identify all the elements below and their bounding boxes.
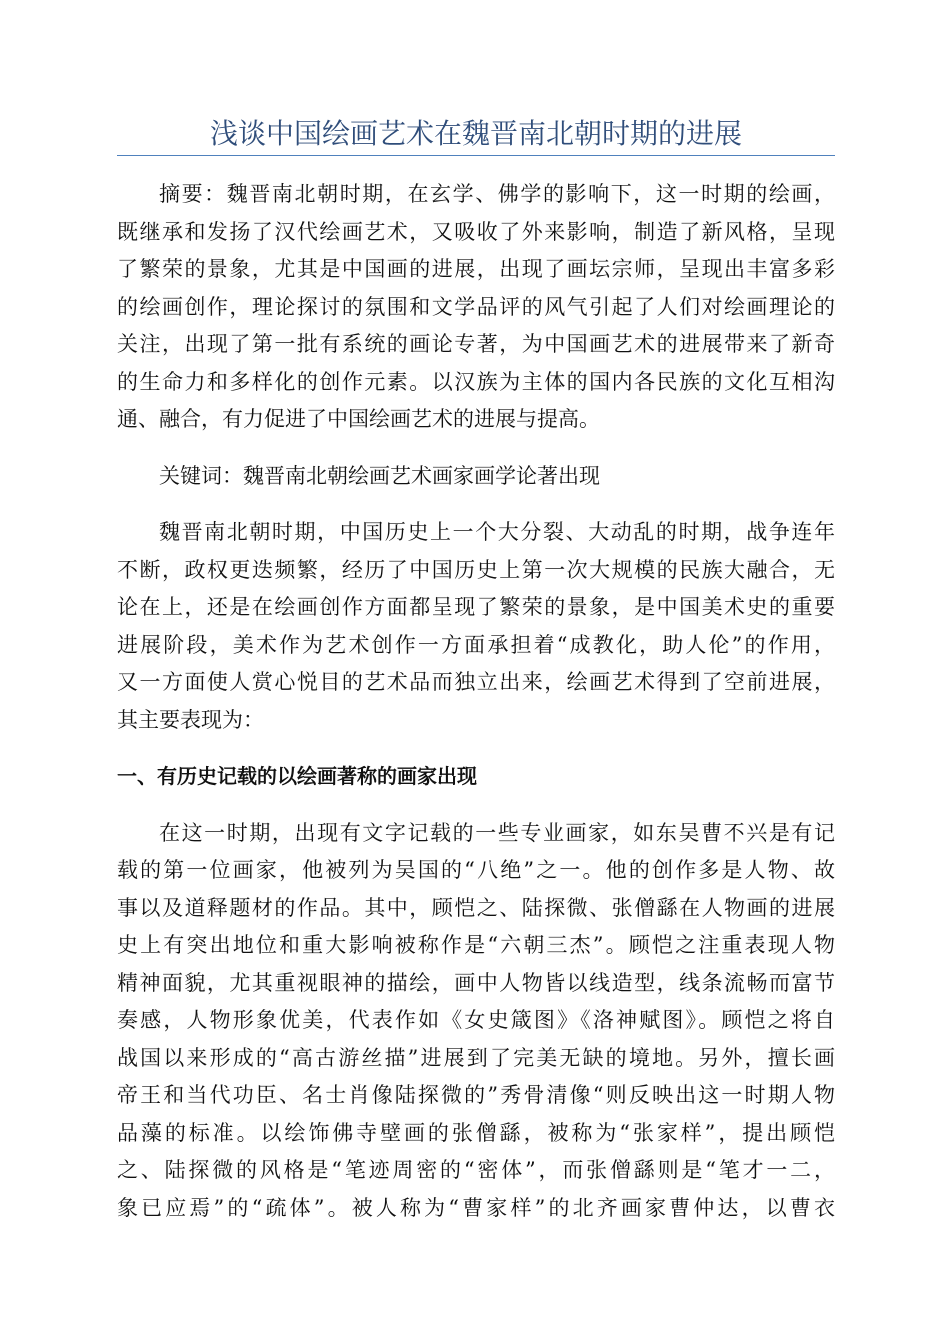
- abstract-paragraph: [117, 176, 835, 439]
- text-line: 了繁荣的景象，尤其是中国画的进展，出现了画坛宗师，呈现出丰富多彩: [117, 257, 835, 281]
- document-title: 浅谈中国绘画艺术在魏晋南北朝时期的进展: [209, 117, 742, 150]
- text-line: 史上有突出地位和重大影响被称作是“六朝三杰”。顾恺之注重表现人物: [117, 933, 835, 957]
- text-line: 通、融合，有力促进了中国绘画艺术的进展与提高。: [117, 407, 600, 431]
- text-line: 进展阶段，美术作为艺术创作一方面承担着“成教化，助人伦”的作用，: [117, 632, 835, 657]
- text-line: 品藻的标准。以绘饰佛寺壁画的张僧繇，被称为“张家样”，提出顾恺: [117, 1120, 835, 1145]
- text-line: 关注，出现了第一批有系统的画论专著，为中国画艺术的进展带来了新奇: [117, 332, 835, 356]
- title-underline: [117, 155, 835, 156]
- text-line: 载的第一位画家，他被列为吴国的“八绝”之一。他的创作多是人物、故: [117, 858, 835, 882]
- document-body: [117, 176, 835, 1246]
- text-line: 象已应焉”的“疏体”。被人称为“曹家样”的北齐画家曹仲达，以曹衣: [117, 1195, 835, 1220]
- text-line: 摘要：魏晋南北朝时期，在玄学、佛学的影响下，这一时期的绘画，: [159, 182, 835, 206]
- text-line: 精神面貌，尤其重视眼神的描绘，画中人物皆以线造型，线条流畅而富节: [117, 970, 835, 995]
- text-line: 魏晋南北朝时期，中国历史上一个大分裂、大动乱的时期，战争连年: [159, 520, 835, 544]
- text-line: 战国以来形成的“高古游丝描”进展到了完美无缺的境地。另外，擅长画: [117, 1045, 835, 1070]
- text-line: 的绘画创作，理论探讨的氛围和文学品评的风气引起了人们对绘画理论的: [117, 294, 835, 319]
- text-line: 在这一时期，出现有文字记载的一些专业画家，如东吴曹不兴是有记: [159, 820, 835, 845]
- text-line: 关键词：魏晋南北朝绘画艺术画家画学论著出现: [159, 463, 600, 488]
- text-line: 又一方面使人赏心悦目的艺术品而独立出来，绘画艺术得到了空前进展，: [117, 670, 835, 694]
- keywords-paragraph: [117, 458, 835, 496]
- text-line: 之、陆探微的风格是“笔迹周密的“密体”，而张僧繇则是“笔才一二，: [117, 1158, 835, 1182]
- intro-paragraph: [117, 514, 835, 739]
- text-line: 论在上，还是在绘画创作方面都呈现了繁荣的景象，是中国美术史的重要: [117, 595, 835, 619]
- section1-paragraph: [117, 815, 835, 1228]
- text-line: 其主要表现为：: [117, 707, 264, 732]
- text-line: 奏感，人物形象优美，代表作如《女史箴图》《洛神赋图》。顾恺之将自: [117, 1008, 835, 1032]
- text-line: 不断，政权更迭频繁，经历了中国历史上第一次大规模的民族大融合，无: [117, 557, 835, 582]
- text-line: 事以及道释题材的作品。其中，顾恺之、陆探微、张僧繇在人物画的进展: [117, 895, 835, 920]
- text-line: 的生命力和多样化的创作元素。以汉族为主体的国内各民族的文化互相沟: [117, 369, 835, 394]
- text-line: 既继承和发扬了汉代绘画艺术，又吸收了外来影响，制造了新风格，呈现: [117, 219, 835, 244]
- section-heading: 一、有历史记载的以绘画著称的画家出现: [117, 764, 477, 788]
- text-line: 帝王和当代功臣、名士肖像陆探微的”秀骨清像“则反映出这一时期人物: [117, 1083, 835, 1107]
